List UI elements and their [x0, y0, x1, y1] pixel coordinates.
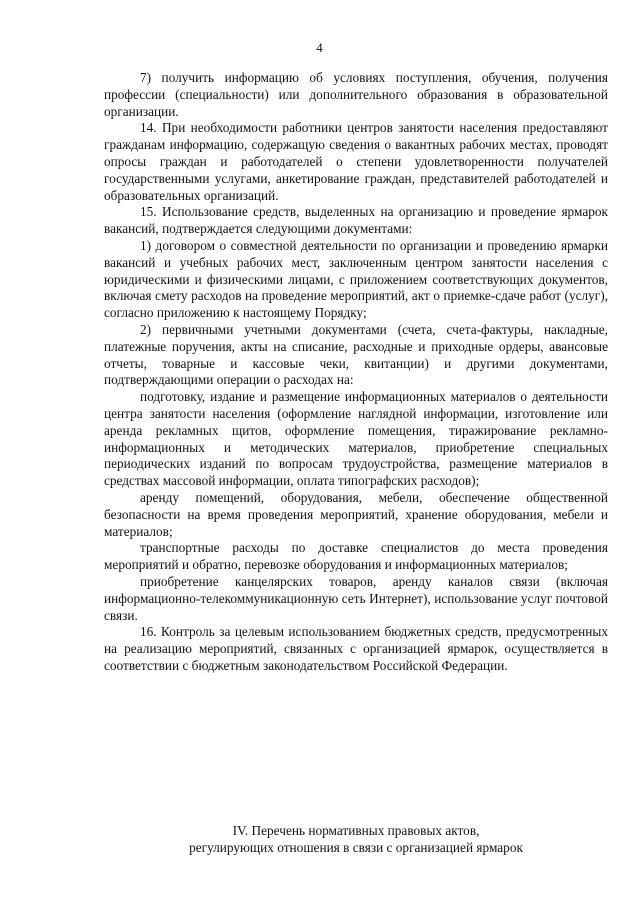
section-heading-line-1: IV. Перечень нормативных правовых актов,	[232, 823, 480, 838]
document-body	[104, 70, 608, 675]
expense-item-publications: подготовку, издание и размещение информационных материалов о деятельности центра занятости населения (оформление наглядной информации, изготовление или аренда рекламных щитов, оформление помещения, тиражирование рекламно-информационных и методических материалов, приобретение специальных периодических изданий по вопросам трудоустройства, размещение материалов в средствах массовой информации, оплата типографских расходов);	[104, 389, 608, 489]
expense-item-transport: транспортные расходы по доставке специалистов до места проведения мероприятий и обратно, перевозке оборудования и информационных материалов;	[104, 540, 608, 573]
section-heading	[104, 822, 608, 856]
paragraph-15-item-2: 2) первичными учетными документами (счета, счета-фактуры, накладные, платежные поручения, акты на списание, расходные и приходные ордеры, авансовые отчеты, товарные и кассовые чеки, квитанции) и другими документами, подтверждающими операции о расходах на:	[104, 321, 608, 388]
expense-item-rent: аренду помещений, оборудования, мебели, обеспечение общественной безопасности на время проведения мероприятий, хранение оборудования, мебели и материалов;	[104, 489, 608, 539]
paragraph-15: 15. Использование средств, выделенных на организацию и проведение ярмарок вакансий, подтверждается следующими документами:	[104, 204, 608, 237]
paragraph-15-item-1: 1) договором о совместной деятельности по организации и проведению ярмарки вакансий и учебных рабочих мест, заключенным центром занятости населения с юридическими и физическими лицами, с приложением соответствующих документов, включая смету расходов на проведение мероприятий, акт о приемке-сдаче работ (услуг), согласно приложению к настоящему Порядку;	[104, 237, 608, 321]
paragraph-item-7: 7) получить информацию об условиях поступления, обучения, получения профессии (специальности) или дополнительного образования в образовательной организации.	[104, 70, 608, 119]
section-heading-line-2: регулирующих отношения в связи с организацией ярмарок	[189, 840, 523, 855]
page-number: 4	[316, 40, 323, 55]
expense-item-office-supplies: приобретение канцелярских товаров, аренду каналов связи (включая информационно-телекоммуникационную сеть Интернет), использование услуг почтовой связи.	[104, 573, 608, 623]
paragraph-16: 16. Контроль за целевым использованием бюджетных средств, предусмотренных на реализацию мероприятий, связанных с организацией ярмарок, осуществляется в соответствии с бюджетным законодательством Российской Федерации.	[104, 624, 608, 673]
paragraph-14: 14. При необходимости работники центров занятости населения предоставляют гражданам информацию, содержащую сведения о вакантных рабочих местах, проводят опросы граждан и работодателей о степени удовлетворенности получателей государственными услугами, анкетирование граждан, представителей работодателей и образовательных организаций.	[104, 120, 608, 203]
